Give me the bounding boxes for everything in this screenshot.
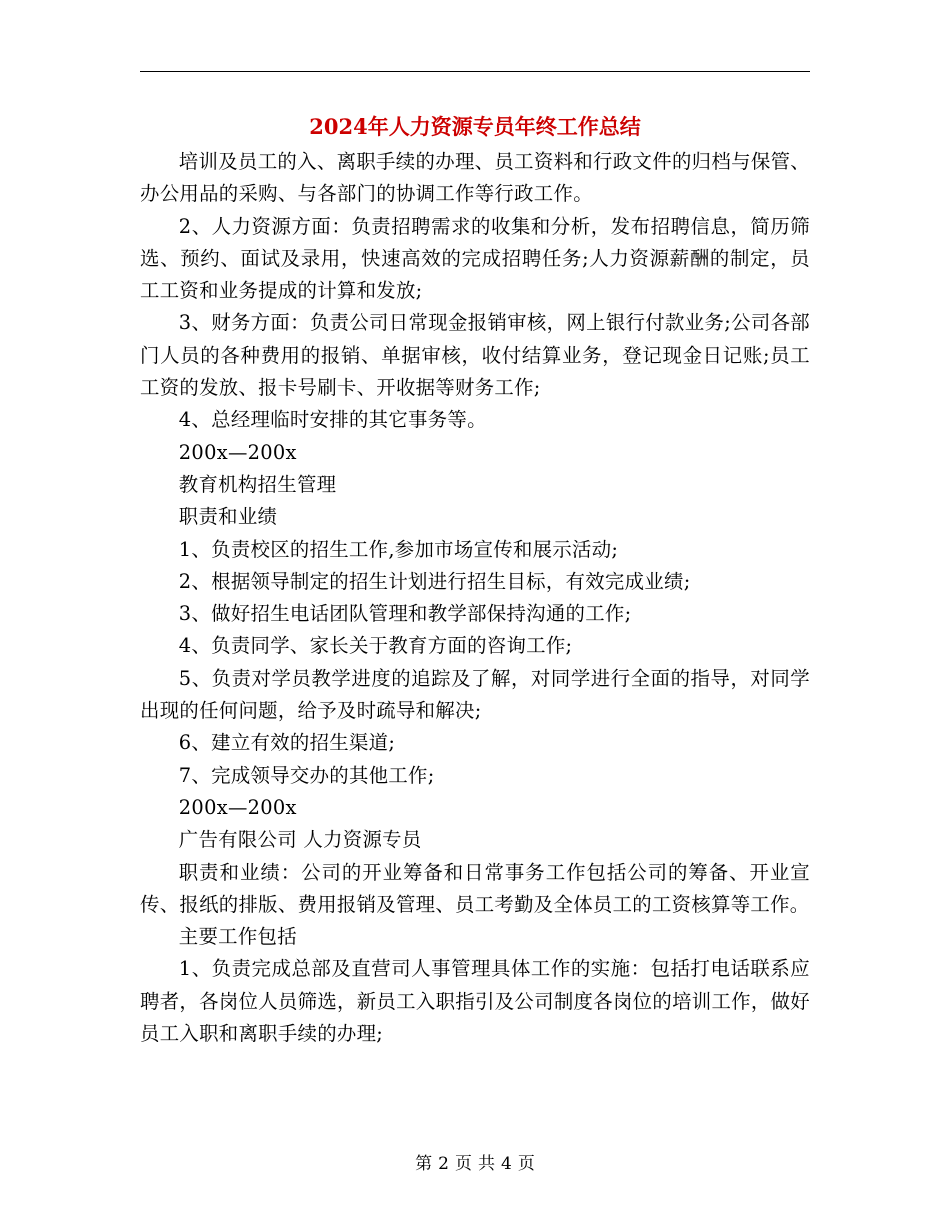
document-body bbox=[140, 146, 810, 1050]
footer-prefix: 第 bbox=[415, 1154, 433, 1174]
paragraph: 职责和业绩：公司的开业筹备和日常事务工作包括公司的筹备、开业宣传、报纸的排版、费用报销及管理、员工考勤及全体员工的工资核算等工作。 bbox=[140, 860, 810, 916]
paragraph: 2、根据领导制定的招生计划进行招生目标，有效完成业绩; bbox=[178, 569, 691, 593]
document-title: 2024年人力资源专员年终工作总结 bbox=[309, 114, 641, 139]
paragraph: 3、做好招生电话团队管理和教学部保持沟通的工作; bbox=[178, 602, 632, 626]
paragraph: 1、负责校区的招生工作,参加市场宣传和展示活动; bbox=[178, 537, 619, 561]
page-footer bbox=[0, 1152, 950, 1176]
footer-page-number: 2 bbox=[438, 1154, 449, 1174]
paragraph: 3、财务方面：负责公司日常现金报销审核，网上银行付款业务;公司各部门人员的各种费用的报销、单据审核，收付结算业务，登记现金日记账;员工工资的发放、报卡号刷卡、开收据等财务工作; bbox=[140, 311, 810, 400]
paragraph: 4、负责同学、家长关于教育方面的咨询工作; bbox=[178, 634, 573, 658]
paragraph: 4、总经理临时安排的其它事务等。 bbox=[178, 408, 487, 432]
paragraph: 200x—200x bbox=[178, 440, 297, 464]
paragraph: 2、人力资源方面：负责招聘需求的收集和分析，发布招聘信息，简历筛选、预约、面试及录用，快速高效的完成招聘任务;人力资源薪酬的制定，员工工资和业务提成的计算和发放; bbox=[140, 214, 810, 303]
footer-total-unit: 页 bbox=[517, 1154, 535, 1174]
paragraph: 培训及员工的入、离职手续的办理、员工资料和行政文件的归档与保管、办公用品的采购、与各部门的协调工作等行政工作。 bbox=[140, 150, 810, 206]
paragraph: 200x—200x bbox=[178, 795, 297, 819]
footer-page-unit: 页 bbox=[455, 1154, 472, 1174]
paragraph: 6、建立有效的招生渠道; bbox=[178, 731, 396, 755]
header-rule bbox=[140, 71, 810, 72]
paragraph: 职责和业绩 bbox=[178, 505, 278, 529]
paragraph: 1、负责完成总部及直营司人事管理具体工作的实施：包括打电话联系应聘者，各岗位人员筛选，新员工入职指引及公司制度各岗位的培训工作，做好员工入职和离职手续的办理; bbox=[140, 957, 810, 1046]
paragraph: 5、负责对学员教学进度的追踪及了解，对同学进行全面的指导，对同学出现的任何问题，给予及时疏导和解决; bbox=[140, 666, 810, 723]
footer-total-pages: 4 bbox=[501, 1154, 512, 1174]
footer-of: 共 bbox=[478, 1154, 495, 1174]
paragraph: 广告有限公司 人力资源专员 bbox=[178, 828, 422, 852]
paragraph: 教育机构招生管理 bbox=[178, 472, 337, 496]
paragraph: 7、完成领导交办的其他工作; bbox=[178, 763, 435, 787]
paragraph: 主要工作包括 bbox=[178, 925, 297, 949]
